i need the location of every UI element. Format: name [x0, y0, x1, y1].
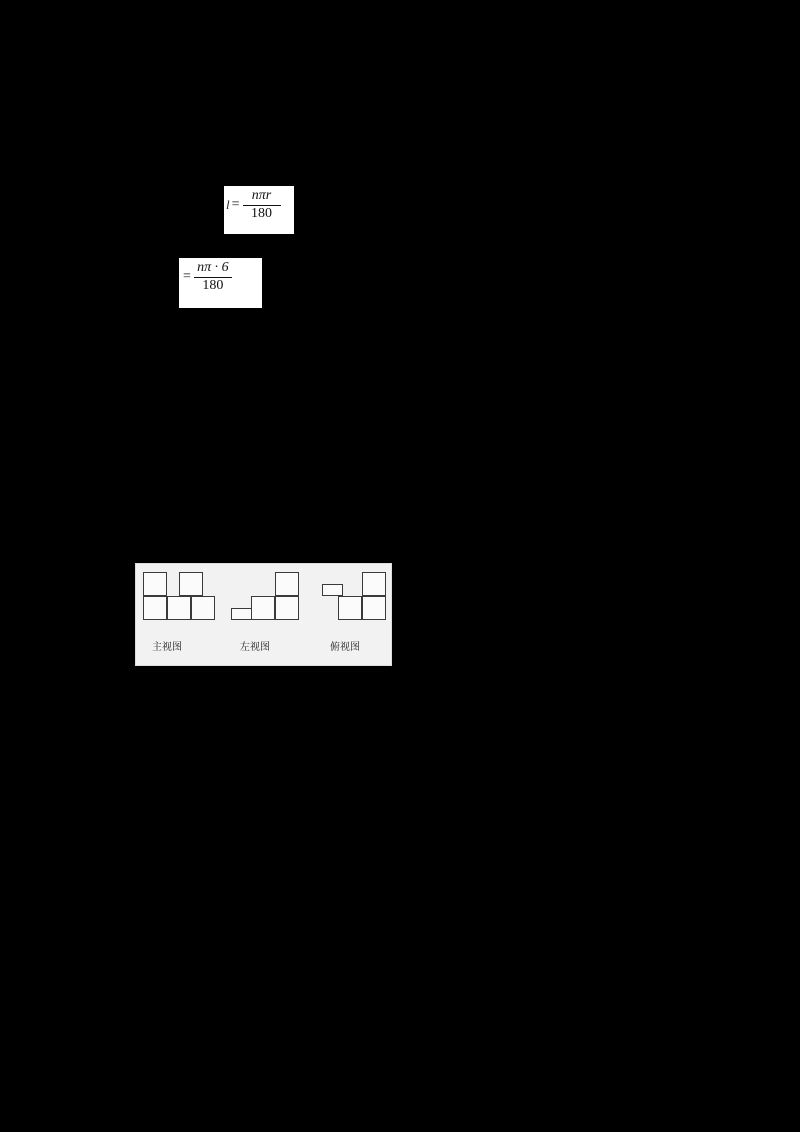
formula-arc-length-substituted: [179, 258, 262, 308]
fraction: [194, 261, 232, 293]
caption-left-view: 左视图: [240, 642, 270, 653]
grid-cell: [362, 572, 386, 596]
formula-arc-length-general: [224, 186, 294, 234]
grid-cell: [167, 596, 191, 620]
equals-sign: =: [183, 269, 191, 285]
fraction-denominator: 180: [251, 205, 273, 221]
fraction-numerator: nπr: [251, 188, 272, 203]
equation-row: [181, 261, 232, 293]
caption-top-view: 俯视图: [330, 642, 360, 653]
fraction-numerator: nπ · 6: [197, 260, 229, 275]
grid-cell: [179, 572, 203, 596]
grid-cell: [275, 572, 299, 596]
grid-cell: [191, 596, 215, 620]
view-left: [231, 572, 299, 632]
fraction: [243, 189, 281, 221]
grid-cell: [338, 596, 362, 620]
view-top: [322, 572, 386, 632]
grid-cell: [231, 608, 252, 620]
fraction-denominator: 180: [202, 277, 224, 293]
equals-sign: =: [231, 197, 240, 213]
grid-cell: [322, 584, 343, 596]
equation-row: [226, 189, 281, 221]
grid-cell: [362, 596, 386, 620]
view-front: [143, 572, 215, 632]
caption-front-view: 主视图: [152, 642, 182, 653]
three-views-figure: [135, 563, 392, 666]
equation-lhs: l: [226, 197, 230, 213]
grid-cell: [251, 596, 275, 620]
grid-cell: [143, 572, 167, 596]
grid-cell: [275, 596, 299, 620]
grid-cell: [143, 596, 167, 620]
